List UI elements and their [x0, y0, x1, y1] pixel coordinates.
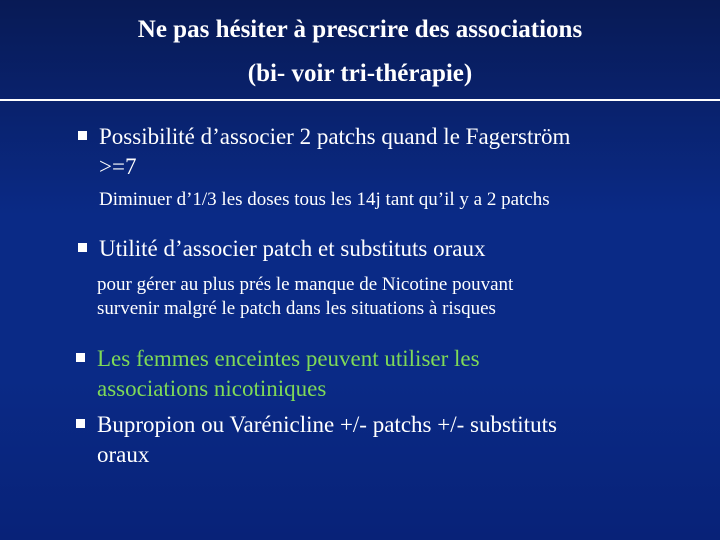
- square-bullet-icon: [78, 131, 87, 140]
- bullet-item-2: [78, 234, 708, 264]
- bullet-4-line-1: Bupropion ou Varénicline +/- patchs +/- substituts: [97, 412, 557, 437]
- title-divider: [0, 99, 720, 101]
- title-line-1: Ne pas hésiter à prescrire des associations: [137, 16, 583, 43]
- slide-title: [0, 8, 720, 96]
- bullet-3-line-1: Les femmes enceintes peuvent utiliser les: [97, 346, 480, 371]
- square-bullet-icon: [76, 353, 85, 362]
- bullet-2-subtext: [97, 273, 720, 321]
- title-line-2: (bi- voir tri-thérapie): [247, 60, 473, 87]
- bullet-2-sub-line-1: pour gérer au plus prés le manque de Nicotine pouvant: [97, 274, 514, 295]
- bullet-4-line-2: oraux: [97, 442, 150, 467]
- bullet-item-3: [76, 344, 706, 404]
- bullet-3-line-2: associations nicotiniques: [97, 376, 327, 401]
- square-bullet-icon: [78, 243, 87, 252]
- square-bullet-icon: [76, 419, 85, 428]
- bullet-1-line-1: Possibilité d’associer 2 patchs quand le Fagerström: [99, 124, 571, 149]
- bullet-item-4: [76, 410, 706, 470]
- bullet-1-line-2: >=7: [99, 154, 137, 179]
- bullet-item-1: [78, 122, 708, 182]
- bullet-2-sub-line-2: survenir malgré le patch dans les situations à risques: [97, 298, 496, 319]
- bullet-2-line-1: Utilité d’associer patch et substituts oraux: [99, 236, 486, 261]
- bullet-1-subtext: Diminuer d’1/3 les doses tous les 14j tant qu’il y a 2 patchs: [99, 189, 550, 210]
